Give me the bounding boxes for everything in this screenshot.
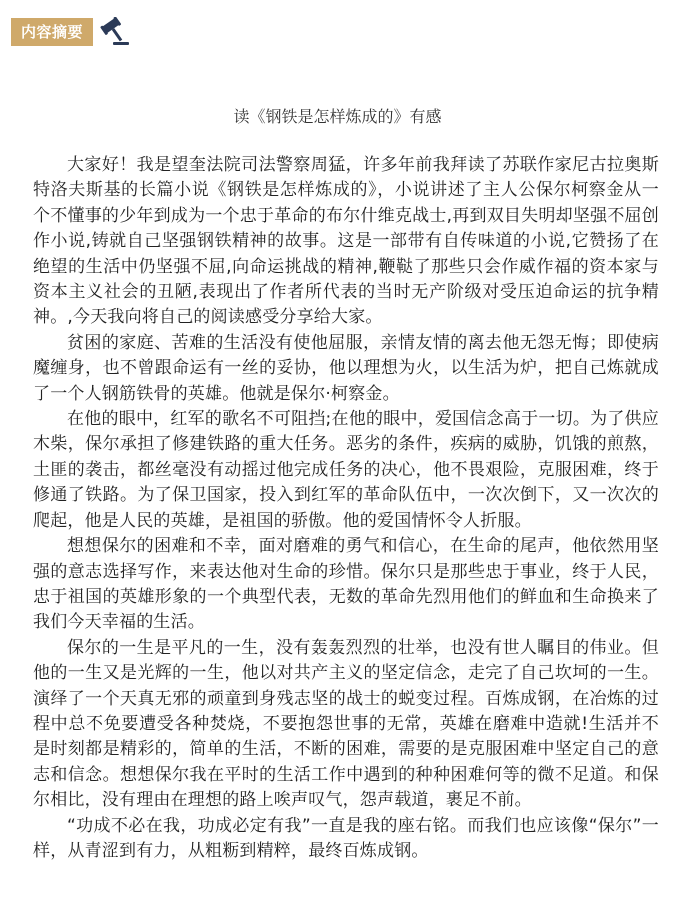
document-title: 读《钢铁是怎样炼成的》有感 [233,107,442,126]
summary-badge: 内容摘要 [11,18,93,46]
paragraph: 想想保尔的困难和不幸，面对磨难的勇气和信心，在生命的尾声，他依然用坚强的意志选择写作，来表达他对生命的珍惜。保尔只是那些忠于事业，终于人民，忠于祖国的英雄形象的一个典型代表，无数的革命先烈用他们的鲜血和生命换来了我们今天幸福的生活。 [33,536,659,633]
paragraph: “功成不必在我，功成必定有我”一直是我的座右铭。而我们也应该像“保尔”一样，从青涩到有力，从粗粝到精粹，最终百炼成钢。 [33,815,659,861]
gavel-icon [99,17,131,47]
paragraph: 贫困的家庭、苦难的生活没有使他屈服，亲情友情的离去他无怨无悔；即使病魔缠身，也不曾跟命运有一丝的妥协，他以理想为火，以生活为炉，把自己炼就成了一个人钢筋铁骨的英雄。他就是保尔·柯察金。 [33,332,659,404]
paragraph: 大家好！我是望奎法院司法警察周猛，许多年前我拜读了苏联作家尼古拉奥斯特洛夫斯基的长篇小说《钢铁是怎样炼成的》，小说讲述了主人公保尔柯察金从一个不懂事的少年到成为一个忠于革命的布尔什维克战士,再到双目失明却坚强不屈创作小说,铸就自己坚强钢铁精神的故事。这是一部带有自传味道的小说,它赞扬了在绝望的生活中仍坚强不屈,向命运挑战的精神,鞭鞑了那些只会作威作福的资本家与资本主义社会的丑陋,表现出了作者所代表的当时无产阶级对受压迫命运的抗争精神。,今天我向将自己的阅读感受分享给大家。 [33,155,659,328]
document-body [33,153,659,864]
paragraph: 保尔的一生是平凡的一生，没有轰轰烈烈的壮举，也没有世人瞩目的伟业。但他的一生又是光辉的一生，他以对共产主义的坚定信念，走完了自己坎坷的一生。演绎了一个天真无邪的顽童到身残志坚的战士的蜕变过程。百炼成钢，在冶炼的过程中总不免要遭受各种焚烧，不要抱怨世事的无常，英雄在磨难中造就!生活并不是时刻都是精彩的，简单的生活，不断的困难，需要的是克服困难中坚定自己的意志和信念。想想保尔我在平时的生活工作中遇到的种种困难何等的微不足道。和保尔相比，没有理由在理想的路上唉声叹气，怨声载道，裹足不前。 [33,637,659,811]
summary-header [11,16,131,48]
paragraph: 在他的眼中，红军的歌名不可阻挡;在他的眼中，爱国信念高于一切。为了供应木柴，保尔承担了修建铁路的重大任务。恶劣的条件，疾病的威胁，饥饿的煎熬，土匪的袭击，都丝毫没有动摇过他完成任务的决心，他不畏艰险，克服困难，终于修通了铁路。为了保卫国家，投入到红军的革命队伍中，一次次倒下，又一次次的爬起，他是人民的英雄，是祖国的骄傲。他的爱国情怀令人折服。 [33,409,659,531]
